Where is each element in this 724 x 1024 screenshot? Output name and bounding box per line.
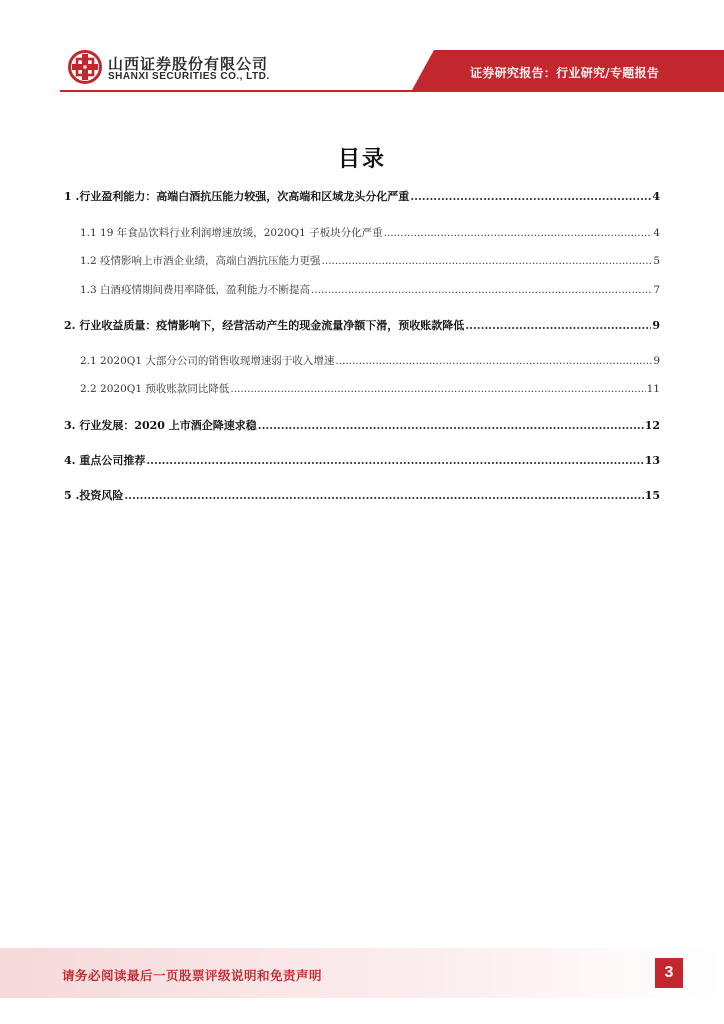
toc-entry[interactable] bbox=[80, 253, 660, 268]
company-logo-icon bbox=[68, 50, 102, 84]
toc-leader-dots bbox=[258, 419, 644, 432]
toc-entry-page: 11 bbox=[646, 383, 660, 395]
toc-entry-page: 5 bbox=[653, 255, 660, 267]
toc-entry-page: 4 bbox=[652, 190, 660, 203]
toc-entry-text: 1.3 白酒疫情期间费用率降低，盈利能力不断提高 bbox=[80, 284, 311, 296]
toc-leader-dots bbox=[146, 454, 643, 467]
toc-entry[interactable] bbox=[64, 417, 660, 433]
toc-entry-page: 13 bbox=[644, 454, 660, 467]
toc-entry-text: 1.2 疫情影响上市酒企业绩，高端白酒抗压能力更强 bbox=[80, 255, 321, 267]
toc-entry-page: 4 bbox=[653, 227, 660, 239]
toc-entry-page: 12 bbox=[644, 419, 660, 432]
toc-title: 目录 bbox=[337, 147, 386, 172]
toc-entry[interactable] bbox=[80, 381, 660, 396]
toc-leader-dots bbox=[311, 284, 652, 296]
toc-entry-text: 1 .行业盈利能力：高端白酒抗压能力较强，次高端和区域龙头分化严重 bbox=[64, 190, 410, 203]
toc-entry[interactable] bbox=[80, 282, 660, 297]
toc-entry-text: 2. 行业收益质量：疫情影响下，经营活动产生的现金流量净额下滑，预收账款降低 bbox=[64, 319, 465, 332]
toc-entry-text: 3. 行业发展：2020 上市酒企降速求稳 bbox=[64, 419, 257, 432]
toc-leader-dots bbox=[384, 227, 653, 239]
toc-entry-page: 9 bbox=[653, 355, 660, 367]
toc-leader-dots bbox=[465, 319, 651, 332]
company-name-cn: 山西证券股份有限公司 bbox=[108, 55, 269, 73]
page-number: 3 bbox=[655, 958, 683, 988]
toc-leader-dots bbox=[230, 383, 645, 395]
toc-entry-text: 2.1 2020Q1 大部分公司的销售收现增速弱于收入增速 bbox=[80, 355, 335, 367]
toc-entry-text: 4. 重点公司推荐 bbox=[64, 454, 146, 467]
toc-entry[interactable] bbox=[80, 225, 660, 240]
toc-leader-dots bbox=[410, 190, 651, 203]
toc-entry-text: 2.2 2020Q1 预收账款同比降低 bbox=[80, 383, 230, 395]
page-header bbox=[0, 0, 724, 96]
toc-leader-dots bbox=[335, 355, 652, 367]
toc-entry[interactable] bbox=[64, 188, 660, 204]
toc-entry[interactable] bbox=[80, 353, 660, 368]
toc-entry-page: 9 bbox=[652, 319, 660, 332]
toc-entry-text: 1.1 19 年食品饮料行业利润增速放缓，2020Q1 子板块分化严重 bbox=[80, 227, 383, 239]
toc-entry[interactable] bbox=[64, 452, 660, 468]
header-divider bbox=[60, 90, 724, 92]
toc-entry-page: 7 bbox=[653, 284, 660, 296]
page-footer bbox=[0, 948, 724, 998]
toc-entry[interactable] bbox=[64, 317, 660, 333]
toc-leader-dots bbox=[124, 489, 643, 502]
company-name-en: SHANXI SECURITIES CO., LTD. bbox=[108, 71, 270, 82]
toc-entry-text: 5 .投资风险 bbox=[64, 489, 124, 502]
report-type-label: 证券研究报告：行业研究/专题报告 bbox=[470, 66, 660, 80]
toc-entry[interactable] bbox=[64, 487, 660, 503]
footer-disclaimer: 请务必阅读最后一页股票评级说明和免责声明 bbox=[62, 968, 323, 983]
toc-entry-page: 15 bbox=[644, 489, 660, 502]
toc-leader-dots bbox=[322, 255, 653, 267]
